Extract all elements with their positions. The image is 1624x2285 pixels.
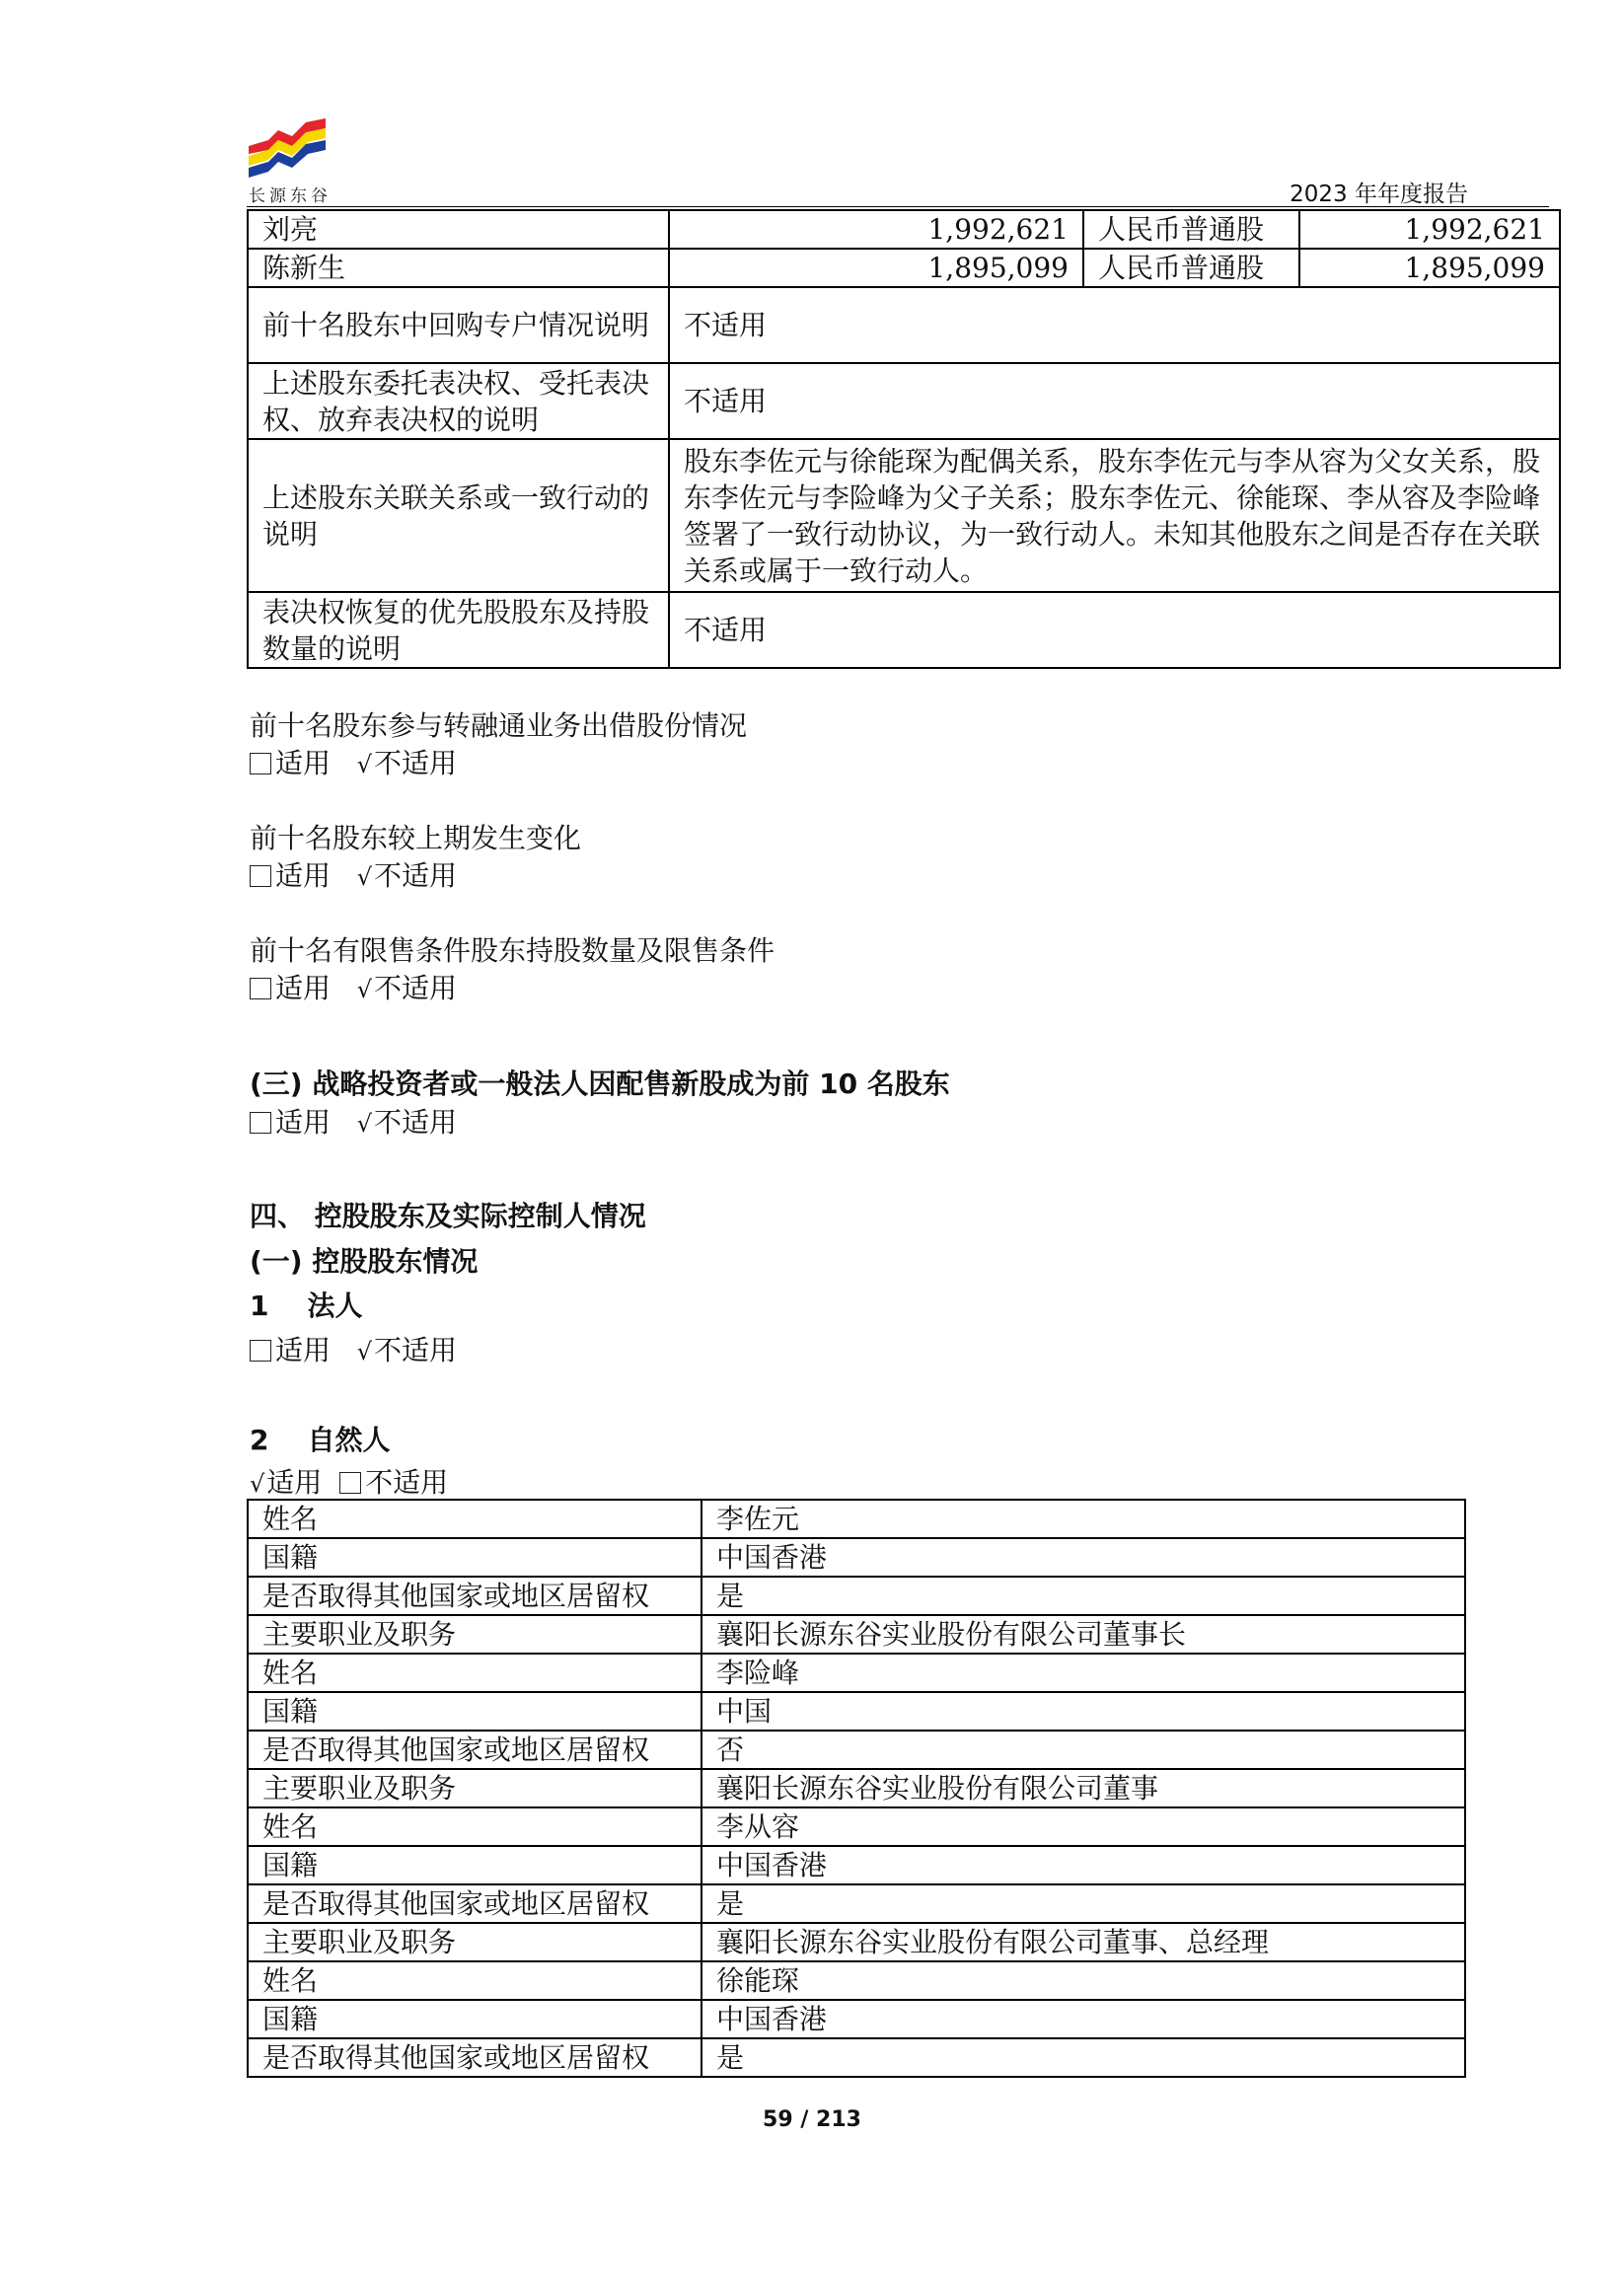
legal-person-options	[250, 1332, 457, 1370]
natural-person-title: 2 自然人	[250, 1424, 391, 1456]
person-field-label: 姓名	[248, 1961, 701, 2000]
person-field-value: 徐能琛	[701, 1961, 1465, 2000]
table-row	[248, 2000, 1465, 2038]
shareholder-shares: 1,895,099	[669, 249, 1083, 287]
lending-options	[250, 745, 457, 783]
shareholder-table	[247, 209, 1561, 669]
page-number: 59 / 213	[763, 2107, 861, 2132]
strategic-investor-title: (三) 战略投资者或一般法人因配售新股成为前 10 名股东	[250, 1068, 950, 1100]
checkmark-icon: √	[356, 1110, 373, 1138]
shareholder-name: 刘亮	[248, 210, 669, 249]
share-type: 人民币普通股	[1083, 249, 1299, 287]
person-field-label: 姓名	[248, 1654, 701, 1692]
table-row	[248, 1769, 1465, 1807]
option-label: 适用	[275, 1334, 332, 1366]
option-label: 不适用	[374, 1106, 458, 1139]
option-label: 适用	[266, 1466, 323, 1499]
change-title: 前十名股东较上期发生变化	[250, 822, 582, 854]
checkbox-empty-icon	[250, 1340, 271, 1362]
checkbox-empty-icon	[250, 865, 271, 887]
table-row	[248, 2038, 1465, 2077]
controlling-title: 四、 控股股东及实际控制人情况	[250, 1200, 646, 1232]
person-field-value: 李险峰	[701, 1654, 1465, 1692]
table-row	[248, 439, 1560, 592]
person-field-value: 是	[701, 1884, 1465, 1923]
option-label: 适用	[275, 972, 332, 1004]
person-field-value: 襄阳长源东谷实业股份有限公司董事、总经理	[701, 1923, 1465, 1961]
lending-title: 前十名股东参与转融通业务出借股份情况	[250, 709, 748, 742]
table-row	[248, 1961, 1465, 2000]
person-field-value: 中国	[701, 1692, 1465, 1731]
option-label: 不适用	[374, 747, 458, 779]
table-row	[248, 592, 1560, 668]
change-options	[250, 857, 457, 896]
note-value: 不适用	[669, 592, 1560, 668]
checkmark-icon: √	[356, 751, 373, 778]
shareholder-name: 陈新生	[248, 249, 669, 287]
person-field-value: 中国香港	[701, 2000, 1465, 2038]
note-label: 上述股东关联关系或一致行动的说明	[248, 439, 669, 592]
note-label: 表决权恢复的优先股股东及持股数量的说明	[248, 592, 669, 668]
person-field-value: 李佐元	[701, 1500, 1465, 1538]
option-label: 不适用	[374, 972, 458, 1004]
person-field-label: 国籍	[248, 1846, 701, 1884]
natural-person-table	[247, 1499, 1466, 2078]
restricted-title: 前十名有限售条件股东持股数量及限售条件	[250, 934, 775, 967]
checkmark-icon: √	[356, 1338, 373, 1365]
strategic-options	[250, 1104, 457, 1142]
option-label: 不适用	[374, 1334, 458, 1366]
table-row	[248, 1923, 1465, 1961]
person-field-label: 是否取得其他国家或地区居留权	[248, 1731, 701, 1769]
table-row	[248, 1846, 1465, 1884]
person-field-label: 姓名	[248, 1500, 701, 1538]
checkbox-empty-icon	[250, 978, 271, 999]
person-field-label: 是否取得其他国家或地区居留权	[248, 2038, 701, 2077]
note-value: 不适用	[669, 287, 1560, 363]
share-type: 人民币普通股	[1083, 210, 1299, 249]
note-value: 股东李佐元与徐能琛为配偶关系，股东李佐元与李从容为父女关系，股东李佐元与李险峰为父子关系；股东李佐元、徐能琛、李从容及李险峰签署了一致行动协议，为一致行动人。未知其他股东之间是否存在关联关系或属于一致行动人。	[669, 439, 1560, 592]
person-field-label: 姓名	[248, 1807, 701, 1846]
share-quantity: 1,992,621	[1299, 210, 1560, 249]
person-field-value: 李从容	[701, 1807, 1465, 1846]
option-label: 不适用	[374, 859, 458, 892]
person-field-label: 是否取得其他国家或地区居留权	[248, 1577, 701, 1615]
header-divider	[247, 206, 1549, 207]
option-label: 适用	[275, 1106, 332, 1139]
table-row	[248, 1654, 1465, 1692]
share-quantity: 1,895,099	[1299, 249, 1560, 287]
person-field-value: 襄阳长源东谷实业股份有限公司董事	[701, 1769, 1465, 1807]
table-row	[248, 287, 1560, 363]
person-field-label: 是否取得其他国家或地区居留权	[248, 1884, 701, 1923]
table-row	[248, 249, 1560, 287]
checkbox-empty-icon	[250, 753, 271, 774]
person-field-label: 主要职业及职务	[248, 1769, 701, 1807]
person-field-value: 襄阳长源东谷实业股份有限公司董事长	[701, 1615, 1465, 1654]
shareholder-shares: 1,992,621	[669, 210, 1083, 249]
note-label: 上述股东委托表决权、受托表决权、放弃表决权的说明	[248, 363, 669, 439]
person-field-label: 主要职业及职务	[248, 1615, 701, 1654]
option-label: 不适用	[365, 1466, 449, 1499]
person-field-value: 否	[701, 1731, 1465, 1769]
option-label: 适用	[275, 747, 332, 779]
person-field-value: 是	[701, 1577, 1465, 1615]
option-label: 适用	[275, 859, 332, 892]
person-field-label: 国籍	[248, 1538, 701, 1577]
controlling-subtitle: (一) 控股股东情况	[250, 1245, 479, 1278]
table-row	[248, 1884, 1465, 1923]
checkbox-empty-icon	[339, 1472, 361, 1494]
person-field-label: 国籍	[248, 2000, 701, 2038]
table-row	[248, 210, 1560, 249]
table-row	[248, 1731, 1465, 1769]
logo-text: 长源东谷	[249, 186, 332, 206]
table-row	[248, 363, 1560, 439]
restricted-options	[250, 970, 457, 1008]
person-field-label: 主要职业及职务	[248, 1923, 701, 1961]
person-field-value: 中国香港	[701, 1538, 1465, 1577]
person-field-value: 是	[701, 2038, 1465, 2077]
table-row	[248, 1500, 1465, 1538]
table-row	[248, 1538, 1465, 1577]
checkmark-icon: √	[356, 863, 373, 891]
note-value: 不适用	[669, 363, 1560, 439]
legal-person-title: 1 法人	[250, 1290, 363, 1322]
note-label: 前十名股东中回购专户情况说明	[248, 287, 669, 363]
table-row	[248, 1577, 1465, 1615]
report-title: 2023 年年度报告	[1290, 182, 1468, 207]
table-row	[248, 1692, 1465, 1731]
checkbox-empty-icon	[250, 1112, 271, 1134]
checkmark-icon: √	[250, 1470, 265, 1498]
table-row	[248, 1807, 1465, 1846]
checkmark-icon: √	[356, 976, 373, 1003]
table-row	[248, 1615, 1465, 1654]
person-field-label: 国籍	[248, 1692, 701, 1731]
natural-person-options	[250, 1464, 448, 1503]
person-field-value: 中国香港	[701, 1846, 1465, 1884]
